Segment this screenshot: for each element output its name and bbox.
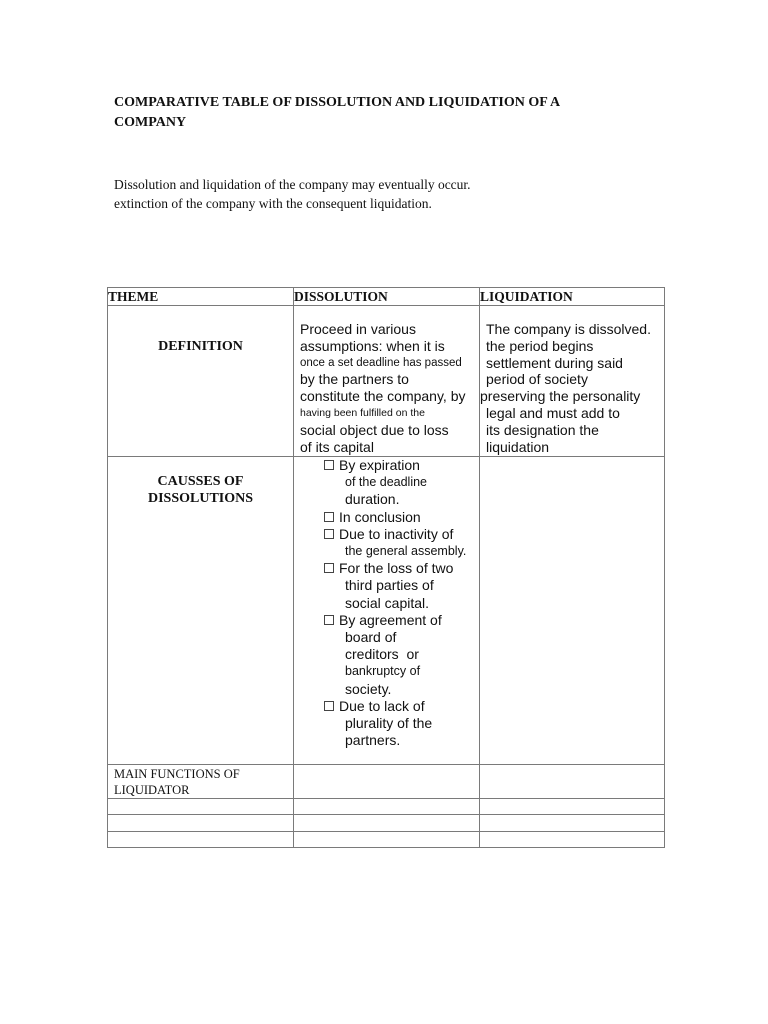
text-line: legal and must add to xyxy=(486,404,620,421)
list-item xyxy=(324,612,479,698)
cause-continuation: of the deadline xyxy=(345,475,428,490)
main-functions-label-line: MAIN FUNCTIONS OF xyxy=(114,767,240,781)
definition-label: DEFINITION xyxy=(158,339,243,354)
causes-liquidation-cell xyxy=(480,457,665,765)
table-row-main-functions xyxy=(108,765,665,799)
checkbox-bullet-icon xyxy=(324,563,334,573)
comparison-table xyxy=(107,287,665,848)
cause-continuation: board of xyxy=(345,629,397,646)
text-line: having been fulfilled on the xyxy=(300,406,425,419)
cause-text: By agreement of xyxy=(339,611,442,628)
text-line: its designation the xyxy=(486,421,599,438)
list-item xyxy=(324,698,479,750)
cause-text: By expiration xyxy=(339,457,420,473)
empty-cell xyxy=(480,799,665,815)
definition-liquidation-cell xyxy=(480,306,665,457)
cause-continuation: plurality of the xyxy=(345,715,433,732)
table-row-causes xyxy=(108,457,665,765)
table-row-definition xyxy=(108,306,665,457)
cause-continuation: duration. xyxy=(345,491,400,508)
empty-cell xyxy=(294,799,480,815)
text-line: social object due to loss xyxy=(300,421,449,438)
checkbox-bullet-icon xyxy=(324,615,334,625)
empty-cell xyxy=(108,799,294,815)
cause-continuation: creditors or xyxy=(345,646,419,663)
table-row-empty xyxy=(108,832,665,848)
intro-line: extinction of the company with the consequent liquidation. xyxy=(114,196,432,211)
checkbox-bullet-icon xyxy=(324,460,334,470)
empty-cell xyxy=(480,815,665,832)
cause-text: In conclusion xyxy=(339,508,421,525)
table-row-empty xyxy=(108,799,665,815)
intro-paragraph xyxy=(114,175,674,213)
checkbox-bullet-icon xyxy=(324,701,334,711)
cause-continuation: bankruptcy of xyxy=(345,664,421,679)
main-functions-label xyxy=(108,765,293,798)
text-line: period of society xyxy=(486,371,588,388)
empty-cell xyxy=(108,815,294,832)
empty-cell xyxy=(294,832,480,848)
empty-cell xyxy=(108,832,294,848)
cause-text: For the loss of two xyxy=(339,560,454,577)
cause-continuation: society. xyxy=(345,680,392,697)
main-functions-dissolution-cell xyxy=(294,765,480,799)
causes-theme-cell xyxy=(108,457,294,765)
cause-continuation: the general assembly. xyxy=(345,544,467,559)
header-liquidation: LIQUIDATION xyxy=(480,288,665,306)
definition-dissolution-cell xyxy=(294,306,480,457)
text-line: the period begins xyxy=(486,337,594,354)
cause-continuation: social capital. xyxy=(345,594,430,611)
text-line: preserving the personality xyxy=(480,388,641,405)
causes-dissolution-cell xyxy=(294,457,480,765)
cause-text: Due to inactivity of xyxy=(339,525,454,542)
text-line: Proceed in various xyxy=(300,321,416,337)
table-header-row xyxy=(108,288,665,306)
definition-theme-cell xyxy=(108,306,294,457)
definition-liquidation-text xyxy=(480,306,664,455)
text-line: once a set deadline has passed xyxy=(300,356,462,369)
text-line: liquidation xyxy=(486,438,550,455)
text-line: assumptions: when it is xyxy=(300,337,445,354)
empty-cell xyxy=(294,815,480,832)
main-functions-liquidation-cell xyxy=(480,765,665,799)
header-dissolution: DISSOLUTION xyxy=(294,288,480,306)
cause-continuation: third parties of xyxy=(345,577,434,594)
intro-line: Dissolution and liquidation of the company may eventually occur. xyxy=(114,177,471,192)
main-functions-label-line: LIQUIDATOR xyxy=(114,783,190,797)
causes-label-line: DISSOLUTIONS xyxy=(147,491,254,506)
cause-text: Due to lack of xyxy=(339,697,425,714)
causes-label-line: CAUSSES OF xyxy=(157,474,244,489)
definition-dissolution-text xyxy=(294,306,479,455)
list-item xyxy=(324,560,479,612)
checkbox-bullet-icon xyxy=(324,512,334,522)
empty-cell xyxy=(480,832,665,848)
header-theme: THEME xyxy=(108,288,294,306)
list-item xyxy=(324,509,479,526)
checkbox-bullet-icon xyxy=(324,529,334,539)
list-item xyxy=(324,457,479,509)
cause-continuation: partners. xyxy=(345,732,401,749)
list-item xyxy=(324,526,479,560)
main-functions-theme-cell xyxy=(108,765,294,799)
text-line: constitute the company, by xyxy=(300,388,466,405)
text-line: settlement during said xyxy=(486,354,623,371)
causes-label xyxy=(108,457,293,507)
table-row-empty xyxy=(108,815,665,832)
document-title: COMPARATIVE TABLE OF DISSOLUTION AND LIQUIDATION OF A COMPANY xyxy=(114,95,560,130)
text-line: The company is dissolved. xyxy=(486,321,651,337)
text-line: of its capital xyxy=(300,438,374,455)
causes-list xyxy=(294,457,479,749)
text-line: by the partners to xyxy=(300,371,409,388)
